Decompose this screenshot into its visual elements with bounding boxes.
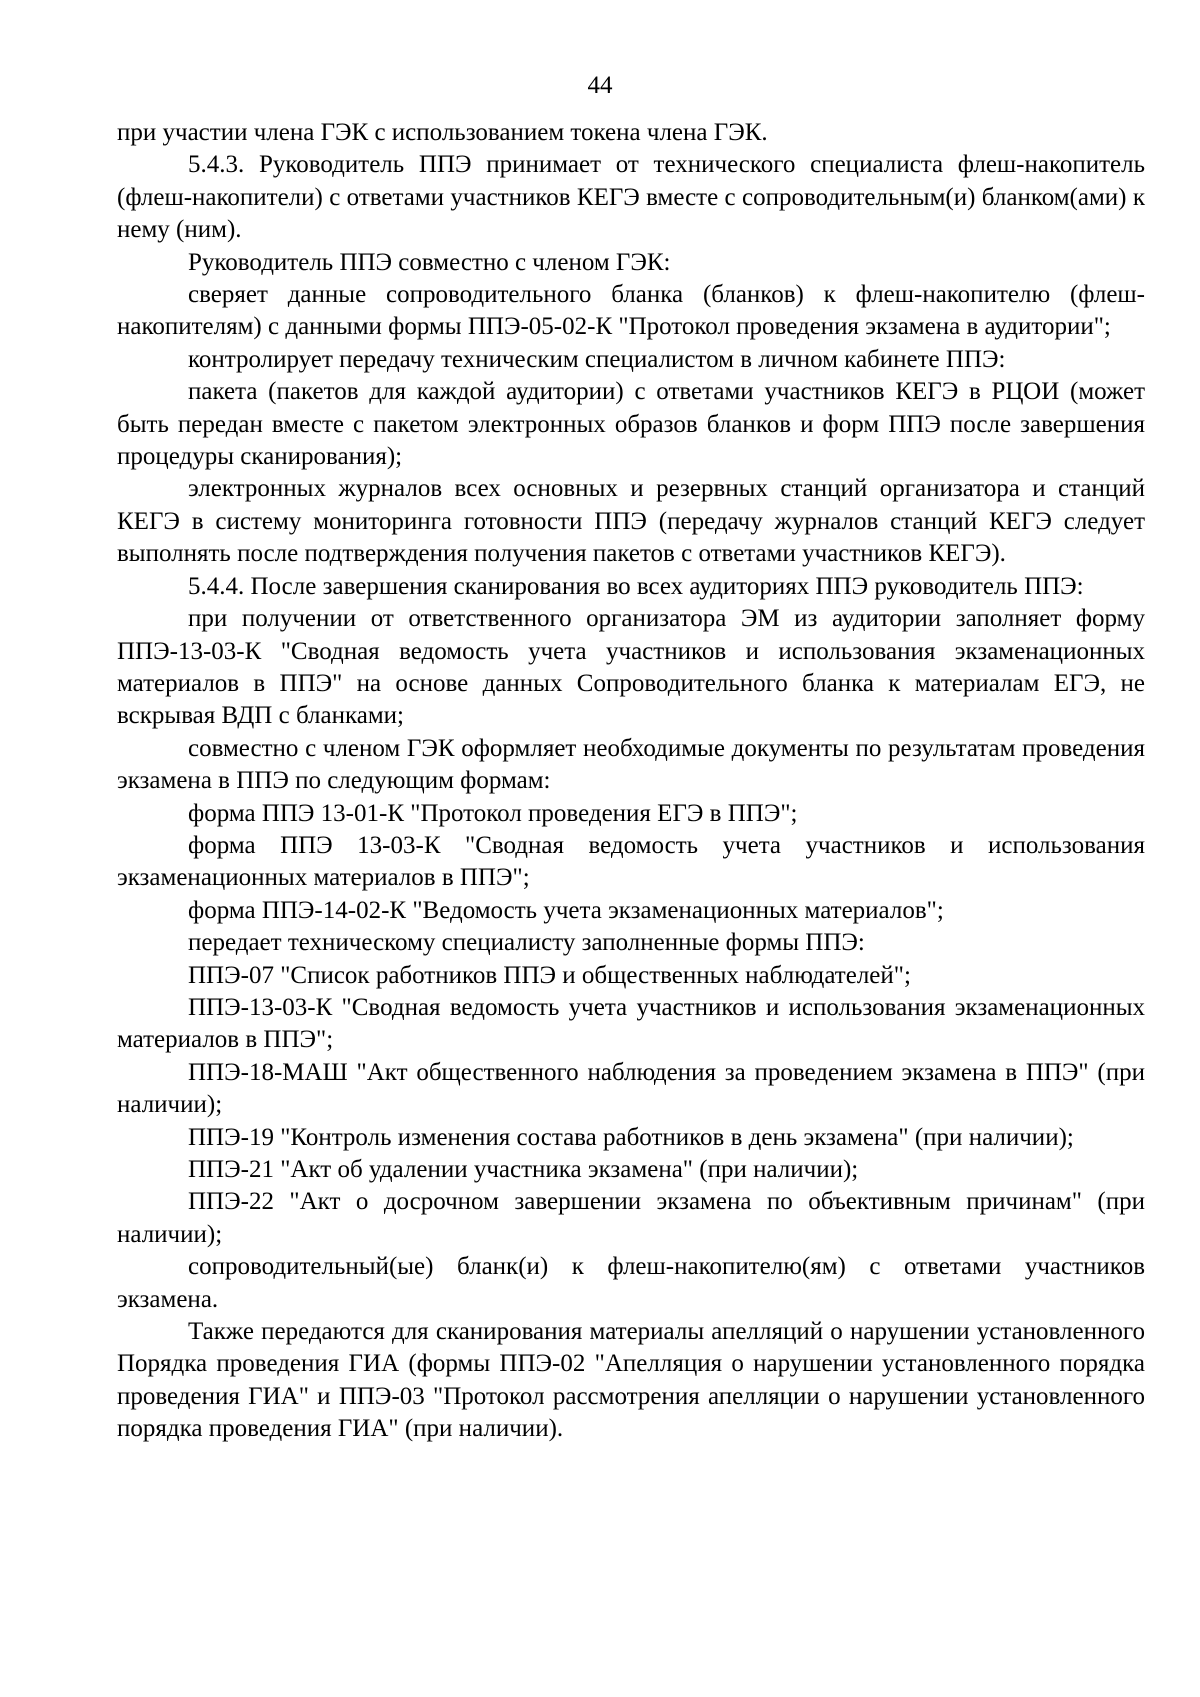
document-body [117, 117, 1145, 1446]
paragraph: Руководитель ППЭ совместно с членом ГЭК: [188, 248, 671, 276]
paragraph: передает техническому специалисту заполненные формы ППЭ: [188, 929, 865, 957]
paragraph: ППЭ-19 "Контроль изменения состава работников в день экзамена" (при наличии); [188, 1123, 1074, 1151]
paragraph: пакета (пакетов для каждой аудитории) с ответами участников КЕГЭ в РЦОИ (может быть передан вместе с пакетом электронных образов бланков и форм ППЭ после завершения процедуры сканирования); [117, 378, 1145, 471]
paragraph: сверяет данные сопроводительного бланка (бланков) к флеш-накопителю (флеш-накопителям) с данными формы ППЭ-05-02-К "Протокол проведения экзамена в аудитории"; [117, 281, 1145, 341]
paragraph: форма ППЭ-14-02-К "Ведомость учета экзаменационных материалов"; [188, 896, 944, 924]
page-number: 44 [587, 72, 613, 99]
paragraph: форма ППЭ 13-01-К "Протокол проведения ЕГЭ в ППЭ"; [188, 799, 798, 827]
paragraph: ППЭ-18-МАШ "Акт общественного наблюдения за проведением экзамена в ППЭ" (при наличии); [117, 1058, 1145, 1119]
paragraph: ППЭ-13-03-К "Сводная ведомость учета участников и использования экзаменационных материалов в ППЭ"; [117, 993, 1145, 1054]
paragraph: электронных журналов всех основных и резервных станций организатора и станций КЕГЭ в систему мониторинга готовности ППЭ (передачу журналов станций КЕГЭ следует выполнять после подтверждения получения пакетов с ответами участников КЕГЭ). [117, 475, 1145, 568]
paragraph: ППЭ-21 "Акт об удалении участника экзамена" (при наличии); [188, 1156, 859, 1183]
paragraph: форма ППЭ 13-03-К "Сводная ведомость учета участников и использования экзаменационных материалов в ППЭ"; [117, 831, 1145, 892]
paragraph: ППЭ-22 "Акт о досрочном завершении экзамена по объективным причинам" (при наличии); [117, 1188, 1145, 1248]
paragraph: контролирует передачу техническим специалистом в личном кабинете ППЭ: [188, 345, 1006, 373]
paragraph: при получении от ответственного организатора ЭМ из аудитории заполняет форму ППЭ-13-03-К "Сводная ведомость учета участников и использования экзаменационных материалов в ППЭ" на основе данных Сопроводительного бланка к материалам ЕГЭ, не вскрывая ВДП с бланками; [117, 605, 1145, 730]
paragraph: сопроводительный(ые) бланк(и) к флеш-накопителю(ям) с ответами участников экзамена. [117, 1253, 1145, 1313]
paragraph: ППЭ-07 "Список работников ППЭ и общественных наблюдателей"; [188, 961, 911, 989]
paragraph: совместно с членом ГЭК оформляет необходимые документы по результатам проведения экзамена в ППЭ по следующим формам: [117, 734, 1145, 795]
paragraph: Также передаются для сканирования материалы апелляций о нарушении установленного Порядка проведения ГИА (формы ППЭ-02 "Апелляция о нарушении установленного порядка проведения ГИА" и ППЭ-03 "Протокол рассмотрения апелляции о нарушении установленного порядка проведения ГИА" (при наличии). [117, 1318, 1145, 1443]
paragraph: при участии члена ГЭК с использованием токена члена ГЭК. [117, 119, 768, 146]
paragraph: 5.4.4. После завершения сканирования во всех аудиториях ППЭ руководитель ППЭ: [188, 572, 1084, 600]
paragraph: 5.4.3. Руководитель ППЭ принимает от технического специалиста флеш-накопитель (флеш-накопители) с ответами участников КЕГЭ вместе с сопроводительным(и) бланком(ами) к нему (ним). [117, 151, 1145, 244]
